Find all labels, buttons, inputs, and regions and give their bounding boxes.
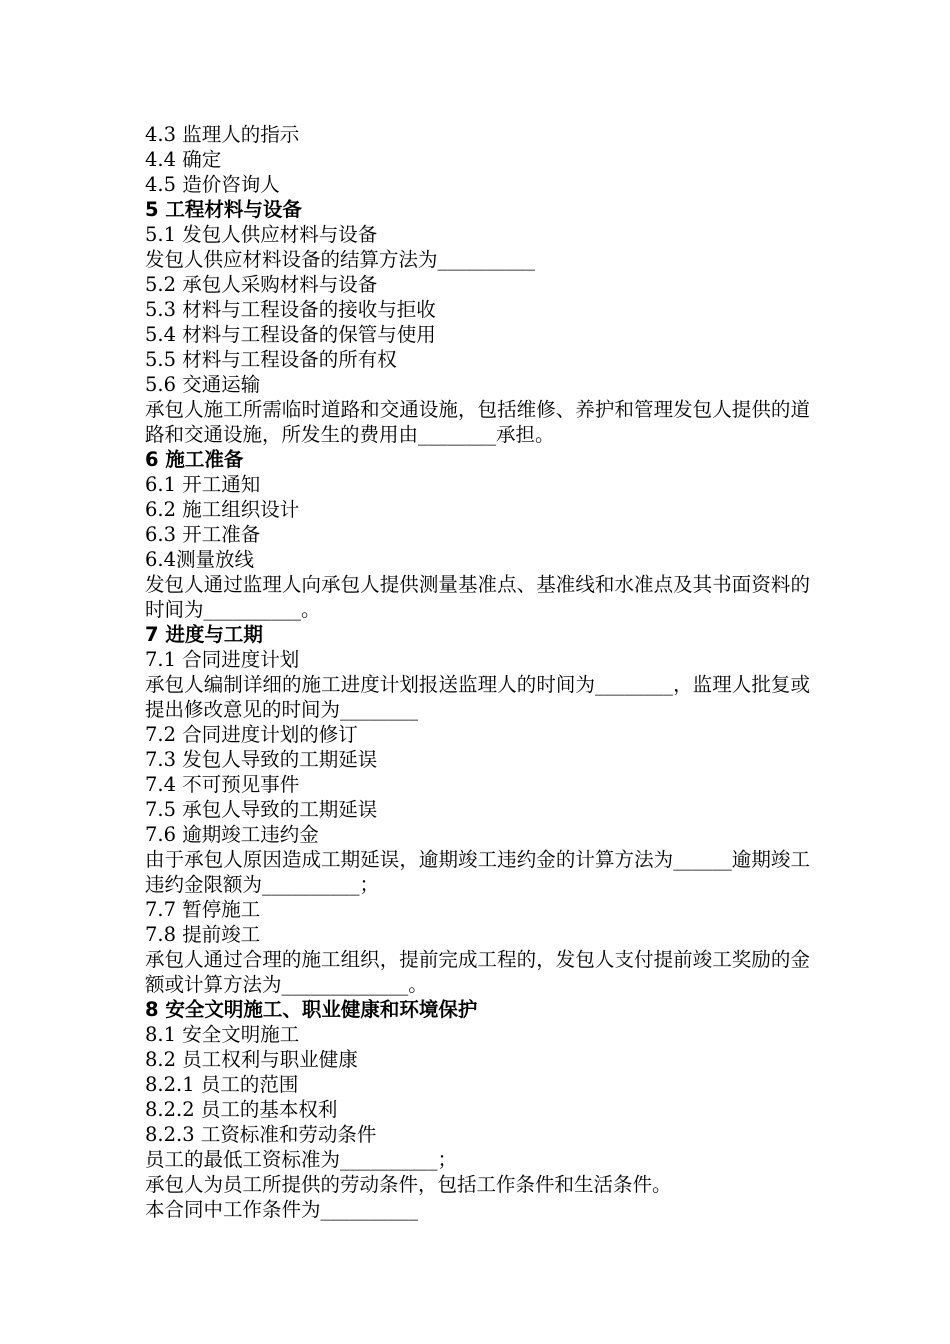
clause-7-2: 7.2 合同进度计划的修订	[145, 723, 358, 746]
clause-6-4-text: 发包人通过监理人向承包人提供测量基准点、基准线和水准点及其书面资料的时间为__________。	[145, 573, 810, 621]
clause-5-5: 5.5 材料与工程设备的所有权	[145, 348, 397, 371]
clause-7-7: 7.7 暂停施工	[145, 898, 261, 921]
clause-8-2: 8.2 员工权利与职业健康	[145, 1048, 358, 1071]
clause-4-3: 4.3 监理人的指示	[145, 123, 300, 146]
clause-8-2-3-conditions: 承包人为员工所提供的劳动条件，包括工作条件和生活条件。	[145, 1173, 672, 1196]
section-heading-5: 5 工程材料与设备	[145, 198, 302, 221]
clause-5-2: 5.2 承包人采购材料与设备	[145, 273, 378, 296]
section-heading-6: 6 施工准备	[145, 448, 244, 471]
clause-5-1-text: 发包人供应材料设备的结算方法为__________	[145, 248, 536, 271]
clause-6-4: 6.4测量放线	[145, 548, 255, 571]
clause-8-2-3-wage: 员工的最低工资标准为__________；	[145, 1148, 458, 1171]
clause-7-6: 7.6 逾期竣工违约金	[145, 823, 319, 846]
clause-5-4: 5.4 材料与工程设备的保管与使用	[145, 323, 436, 346]
clause-8-2-3-work-conditions: 本合同中工作条件为__________	[145, 1198, 419, 1221]
clause-7-3: 7.3 发包人导致的工期延误	[145, 748, 378, 771]
clause-5-6: 5.6 交通运输	[145, 373, 261, 396]
clause-5-1: 5.1 发包人供应材料与设备	[145, 223, 378, 246]
clause-7-1: 7.1 合同进度计划	[145, 648, 300, 671]
clause-6-3: 6.3 开工准备	[145, 523, 261, 546]
clause-7-1-text: 承包人编制详细的施工进度计划报送监理人的时间为________，监理人批复或提出修改意见的时间为________	[145, 673, 810, 721]
clause-7-8-text: 承包人通过合理的施工组织，提前完成工程的，发包人支付提前竣工奖励的金额或计算方法为_____________。	[145, 948, 810, 996]
clause-8-2-1: 8.2.1 员工的范围	[145, 1073, 299, 1096]
clause-8-2-2: 8.2.2 员工的基本权利	[145, 1098, 338, 1121]
clause-7-4: 7.4 不可预见事件	[145, 773, 300, 796]
clause-7-6-text: 由于承包人原因造成工期延误，逾期竣工违约金的计算方法为______逾期竣工违约金限额为__________；	[145, 848, 810, 896]
clause-5-3: 5.3 材料与工程设备的接收与拒收	[145, 298, 436, 321]
document-page	[145, 122, 810, 1222]
clause-8-2-3: 8.2.3 工资标准和劳动条件	[145, 1123, 377, 1146]
section-heading-8: 8 安全文明施工、职业健康和环境保护	[145, 998, 478, 1021]
clause-6-1: 6.1 开工通知	[145, 473, 261, 496]
clause-4-4: 4.4 确定	[145, 148, 222, 171]
clause-7-8: 7.8 提前竣工	[145, 923, 261, 946]
section-heading-7: 7 进度与工期	[145, 623, 263, 646]
clause-5-6-text: 承包人施工所需临时道路和交通设施，包括维修、养护和管理发包人提供的道路和交通设施，所发生的费用由________承担。	[145, 398, 810, 446]
clause-7-5: 7.5 承包人导致的工期延误	[145, 798, 378, 821]
clause-8-1: 8.1 安全文明施工	[145, 1023, 300, 1046]
clause-4-5: 4.5 造价咨询人	[145, 173, 280, 196]
clause-6-2: 6.2 施工组织设计	[145, 498, 300, 521]
